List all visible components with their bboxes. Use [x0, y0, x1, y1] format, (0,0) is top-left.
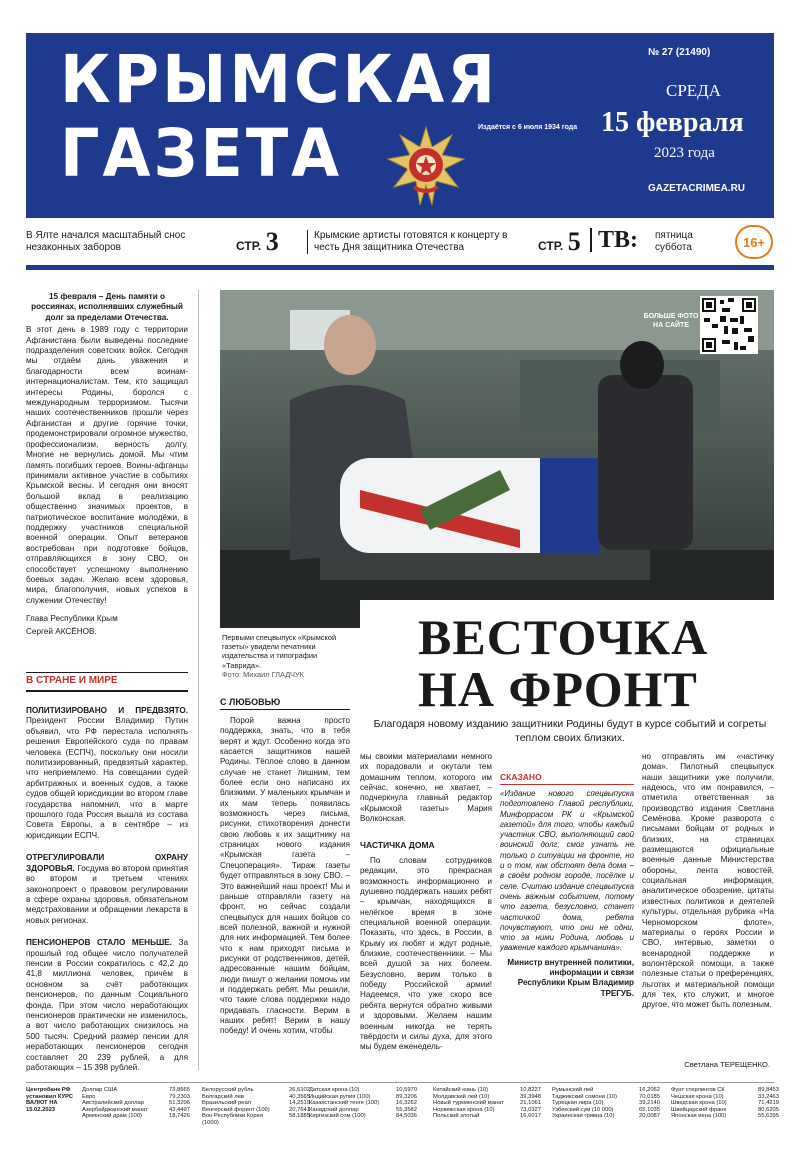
- currency-rate: 58,1885: [289, 1113, 310, 1119]
- currency-rate: 51,3206: [169, 1100, 190, 1106]
- currency-name: Узбекский сум (10 000): [552, 1106, 614, 1113]
- teaser-divider: [590, 228, 592, 252]
- news-list: [26, 706, 188, 1073]
- lead-photo: [220, 290, 774, 628]
- article-subsection-title: ЧАСТИЧКА ДОМА: [360, 840, 435, 850]
- currency-name: Киргизский сом (100): [309, 1113, 366, 1119]
- currency-rate: 70,0185: [639, 1093, 660, 1100]
- currency-rates: [381, 1087, 417, 1120]
- section-divider: [26, 690, 188, 692]
- currency-names: [82, 1087, 154, 1120]
- news-item: ОТРЕГУЛИРОВАЛИ ОХРАНУ ЗДОРОВЬЯ. Госдума во втором принятия во втором и третьем чтениях законопроект о правовом регулировании в сфере охраны здоровья, обязательном медстраховании и обращении лекарств в новых регионах.: [26, 853, 188, 925]
- printing-press-photo: [220, 290, 774, 628]
- currency-name: Польский злотый: [433, 1113, 480, 1119]
- issue-date: 15 февраля: [601, 107, 744, 138]
- currency-rate: 40,3565: [289, 1093, 310, 1100]
- page-number: 3: [265, 227, 279, 256]
- article-column-2b: По словам сотрудников редакции, это прекрасная возможность информационно и душевно поддержать наших ребят – крымчан, находящихся в нелёгкое время в зоне специальной военной операции. Показать, что здесь, в России, в Крыму их любят и ждут родные, близкие, соотечественники. – Мы всей душой за них болеем. Безусловно, верим только в победу Российской армии! Надеемся, что уже скоро все ребята вернутся обратно живыми и здоровыми. Желаем нашим военным никогда не терять твёрдости и силы духа, для этого мы будем еженедель-: [360, 856, 492, 1052]
- currency-name: Норвежская крона (10): [433, 1106, 495, 1113]
- currency-rate: 39,3948: [520, 1093, 541, 1100]
- currency-name: Турецкая лира (10): [552, 1100, 604, 1106]
- qr-code[interactable]: [700, 296, 758, 354]
- currency-name: Болгарский лев: [202, 1093, 244, 1100]
- page-number: 5: [567, 227, 581, 256]
- currency-rates: [624, 1087, 660, 1120]
- tv-days: пятница суббота: [655, 230, 693, 253]
- website-link[interactable]: GAZETACRIMEA.RU: [648, 183, 746, 194]
- currency-names: [202, 1087, 274, 1126]
- currency-rate: 55,6395: [758, 1113, 779, 1119]
- page-label: СТР.: [538, 239, 564, 253]
- currency-name: Венгерский форинт (100): [202, 1106, 270, 1113]
- section-divider: [26, 672, 188, 673]
- rubric-rule: [220, 709, 350, 710]
- age-rating-badge: 16+: [735, 225, 773, 259]
- currency-name: Канадский доллар: [309, 1106, 359, 1113]
- currency-rate: 89,3206: [396, 1093, 417, 1100]
- currency-rate: 10,8227: [520, 1087, 541, 1093]
- column-divider: [198, 290, 199, 1070]
- currency-rate: 73,0327: [520, 1106, 541, 1113]
- currency-name: Шведская крона (10): [671, 1100, 727, 1106]
- photo-caption: [222, 633, 350, 679]
- currency-rate: 73,8665: [169, 1087, 190, 1093]
- currency-names: [309, 1087, 381, 1120]
- currency-rate: 14,2510: [289, 1100, 310, 1106]
- currency-name: Казахстанский тенге (100): [309, 1100, 380, 1106]
- photo-credit: Фото: Михаил ГЛАДЧУК: [222, 669, 304, 679]
- article-subhead: Благодаря новому изданию защитники Родины будут в курсе событий и согреты теплом своих близких.: [373, 718, 767, 744]
- currency-name: Армянский драм (100): [82, 1113, 142, 1119]
- currency-rates: [743, 1087, 779, 1120]
- currency-name: Китайский юань (10): [433, 1087, 488, 1093]
- currency-name: Датская крона (10): [309, 1087, 360, 1093]
- memorial-text: В этот день в 1989 году с территории Афганистана были выведены последние подразделения советских войск. Сегодня мы отдаём дань уважения и благодарности всем воинам-интернационалистам. Тем, кто защищал интересы Родины, боролся с международным терроризмом. Тысячи наших соотечественников прошли через Афганистан и другие горячие точки, продемонстрировали огромное мужество, профессионализм, верность долгу. Многие не вернулись домой. Мы чтим память погибших героев. Воины-афганцы принимали активное участие в событиях Крымской весны. И сегодня они вносят большой вклад в реализацию общественно значимых проектов, в патриотическое воспитание молодёжи, в поддержку участников специальной военной операции. Опыт ветеранов востребован при подготовке бойцов, отправляющихся в зону СВО, он способствует успешному выполнению боевых задач. Желаю всем здоровья, мира, благополучия, новых успехов в служении Отечеству!: [26, 325, 188, 605]
- currency-rate: 18,7426: [169, 1113, 190, 1119]
- currency-rate: 89,8453: [758, 1087, 779, 1093]
- currency-rate: 65,1035: [639, 1106, 660, 1113]
- article-column-4: но отправлять им «частичку дома». Пилотный спецвыпуск наши защитники уже получили, надеюсь, что им понравился, – отметила ответственная за производство издания Светлана Семёнова. Кроме разворота с письмами бойцам от родных и близких, на страницах размещаются официальные военные данные Министерства обороны, лента новостей, социальная информация, аналитическое обозрение, цитаты известных политиков и деятелей культуры, отдельная рубрика «На Черноморском флоте», материалы о героях России и СВО, интервью, заметки о всенародной поддержке и волонтёрской помощи, а также полезные статьи о преференциях, льготах и материальной помощи для тех, кто служит, и многое другое, что может быть полезным.: [642, 752, 774, 1010]
- currency-rate: 21,1061: [520, 1100, 541, 1106]
- teaser-yalta[interactable]: В Ялте начался масштабный снос незаконных заборов: [26, 230, 186, 253]
- currency-name: Румынский лей: [552, 1087, 594, 1093]
- currency-name: Белорусский рубль: [202, 1087, 254, 1093]
- article-column-2a: мы своими материалами немного их порадовали и окутали тем домашним теплом, которого им сейчас, конечно, не хватает, – подчеркнула главный редактор «Крымской газеты» Мария Волконская.: [360, 752, 492, 824]
- teaser-page3-ref[interactable]: [236, 227, 279, 257]
- weekday: СРЕДА: [666, 81, 722, 100]
- founded-note: Издаётся с 6 июля 1934 года: [478, 124, 578, 131]
- currency-name: Украинская гривна (10): [552, 1113, 615, 1119]
- currency-rate: 16,2062: [639, 1087, 660, 1093]
- currency-name: Швейцарский франк: [671, 1106, 727, 1113]
- issue-number: № 27 (21490): [648, 47, 711, 58]
- currency-name: Азербайджанский манат: [82, 1106, 148, 1113]
- currency-rate: 33,2463: [758, 1093, 779, 1100]
- quote-text: «Издание нового спецвыпуска подготовлено Главой республики, Минфоррасом РК и «Крымской газетой» для того, чтобы каждый участник СВО, выполняющий свой воинский долг, смог узнать не только о ситуации на фронте, но и о том, как обстоят дела дома – в своём родном городе, посёлке и селе. Считаю издание спецвыпуска очень важным событием, потому что газета, безусловно, станет частичкой дома, ребята почувствуют, что они не одни, что за ними Родина, любовь и уважение каждого крымчанина».: [500, 789, 634, 953]
- currency-names: [433, 1087, 505, 1120]
- headline-line2: НА ФРОНТ: [418, 661, 698, 717]
- header-rule: [26, 265, 774, 270]
- currency-rate: 10,5970: [396, 1087, 417, 1093]
- currency-name: Индийская рупия (100): [309, 1093, 371, 1100]
- signature-role: Глава Республики Крым: [26, 614, 118, 624]
- currency-rate: 26,6102: [289, 1087, 310, 1093]
- quote-heading: СКАЗАНО: [500, 772, 634, 785]
- issue-year: 2023 года: [654, 145, 715, 161]
- currency-rates: [505, 1087, 541, 1120]
- memorial-address: [26, 292, 188, 637]
- newspaper-title-line1: КРЫМСКАЯ: [60, 40, 498, 119]
- article-byline: Светлана ТЕРЕЩЕНКО.: [684, 1060, 770, 1069]
- currency-name: Доллар США: [82, 1087, 118, 1093]
- currency-rate: 84,5036: [396, 1113, 417, 1119]
- masthead: [26, 33, 774, 218]
- memorial-heading: 15 февраля – День памяти о россиянах, исполнявших служебный долг за пределами Отечества.: [31, 292, 183, 322]
- ticker-heading: Центробанк РФ установил КУРС ВАЛЮТ НА 15.02.2023: [26, 1087, 74, 1113]
- currency-rate: 16,3262: [396, 1100, 417, 1106]
- order-emblem-icon: [386, 125, 466, 207]
- newspaper-title-line2: ГАЗЕТА: [60, 114, 343, 193]
- currency-name: Фунт стерлингов СК: [671, 1087, 725, 1093]
- currency-name: Бразильский реал: [202, 1100, 252, 1106]
- currency-rate: 20,7641: [289, 1106, 310, 1113]
- page-label: СТР.: [236, 239, 262, 253]
- qr-code-icon: [700, 296, 758, 354]
- quote-author: Министр внутренней политики, информации и связи Республики Крым Владимир ТРЕГУБ.: [507, 957, 634, 998]
- currency-names: [671, 1087, 743, 1120]
- currency-rates: [154, 1087, 190, 1120]
- currency-rate: 16,6017: [520, 1113, 541, 1119]
- teaser-divider: [307, 230, 308, 254]
- currency-rate: 55,3582: [396, 1106, 417, 1113]
- currency-name: Евро: [82, 1093, 96, 1100]
- currency-name: Австралийский доллар: [82, 1100, 144, 1106]
- currency-rate: 20,0087: [639, 1113, 660, 1119]
- article-column-1: Порой важна просто поддержка, знать, что в тебя верят и ждут. Особенно когда это касается защитников нашей Родины. Тёплое слово в данном случае не станет лишним, тем более если оно написано их близкими. У маленьких крымчан и их мам теперь появилась возможность через письма, рисунки, стихотворения донести свою любовь к их защитнику на страницах нового издания «Крымская газета – Спецоперация». Тираж газеты будет отправляться в зону СВО. – Это важнейший наш проект! Мы и раньше отправляли газету на фронт, но сейчас создали спецвыпуск для наших бойцов со всей полезной, важной и нужной для них информацией. Тем более что к нам приходят письма и рисунки от родственников, детей, адресованные нашим бойцам, люди пишут о желании помочь им и поддержать ребят. Мы решили, что такие слова поддержки надо придавать гласности. Верим в наших ребят! Верим в нашу победу! И очень хотим, чтобы: [220, 716, 350, 1036]
- tv-label[interactable]: ТВ:: [598, 227, 639, 253]
- quote-box: [500, 772, 634, 999]
- teaser-page5-ref[interactable]: [538, 227, 581, 257]
- currency-name: Вон Республики Корея (1000): [202, 1113, 263, 1126]
- article-rubric: С ЛЮБОВЬЮ: [220, 697, 281, 707]
- currency-names: [552, 1087, 624, 1120]
- signature-name: Сергей АКСЁНОВ.: [26, 626, 97, 636]
- currency-ticker: [26, 1082, 779, 1143]
- currency-rate: 79,2303: [169, 1093, 190, 1100]
- currency-rate: 71,4219: [758, 1100, 779, 1106]
- currency-name: Новый туркменский манат: [433, 1100, 504, 1106]
- news-item: ПЕНСИОНЕРОВ СТАЛО МЕНЬШЕ. За прошлый год общее число получателей пенсии в России сократилось с 42,2 до 41,8 миллиона человек, причём в основном за счёт работающих пенсионеров, по данным Социального фонда. При этом число неработающих пенсионеров практически не изменилось, а вот число работающих снизилось на 500 тысяч. Средний размер пенсии для неработающих пенсионеров сегодня составляет 20 239 рублей, а для работающих – 15 398 рублей.: [26, 938, 189, 1072]
- teaser-artists[interactable]: Крымские артисты готовятся к концерту в честь Дня защитника Отечества: [314, 230, 508, 253]
- currency-rate: 43,4497: [169, 1106, 190, 1113]
- currency-name: Таджикский сомони (10): [552, 1093, 617, 1100]
- currency-rate: 39,2140: [639, 1100, 660, 1106]
- currency-rates: [274, 1087, 310, 1120]
- currency-name: Молдавский лей (10): [433, 1093, 490, 1100]
- caption-text: Первыми спецвыпуск «Крымской газеты» увидели печатники издательства и типографии «Таврида».: [222, 633, 337, 670]
- currency-name: Чешская крона (10): [671, 1093, 724, 1100]
- news-item: ПОЛИТИЗИРОВАНО И ПРЕДВЗЯТО. Президент России Владимир Путин объявил, что РФ перестала исполнять решения Европейского суда по правам человека (ЕСПЧ), поскольку они носили политизированный, предвзятый характер, что неприемлемо. На совещании судей арбитражных и военных судов, а также судов общей юрисдикции во втором главе государства напомнил, что в марте прошлого года Россия вышла из состава Совета Европы, а в сентябре – из юрисдикции ЕСПЧ.: [26, 706, 188, 840]
- currency-rate: 80,6205: [758, 1106, 779, 1113]
- more-photo-note: БОЛЬШЕ ФОТО НА САЙТЕ: [643, 313, 699, 329]
- currency-name: Японская иена (100): [671, 1113, 727, 1119]
- section-title: В СТРАНЕ И МИРЕ: [26, 675, 118, 686]
- headline-line1: ВЕСТОЧКА: [418, 609, 709, 665]
